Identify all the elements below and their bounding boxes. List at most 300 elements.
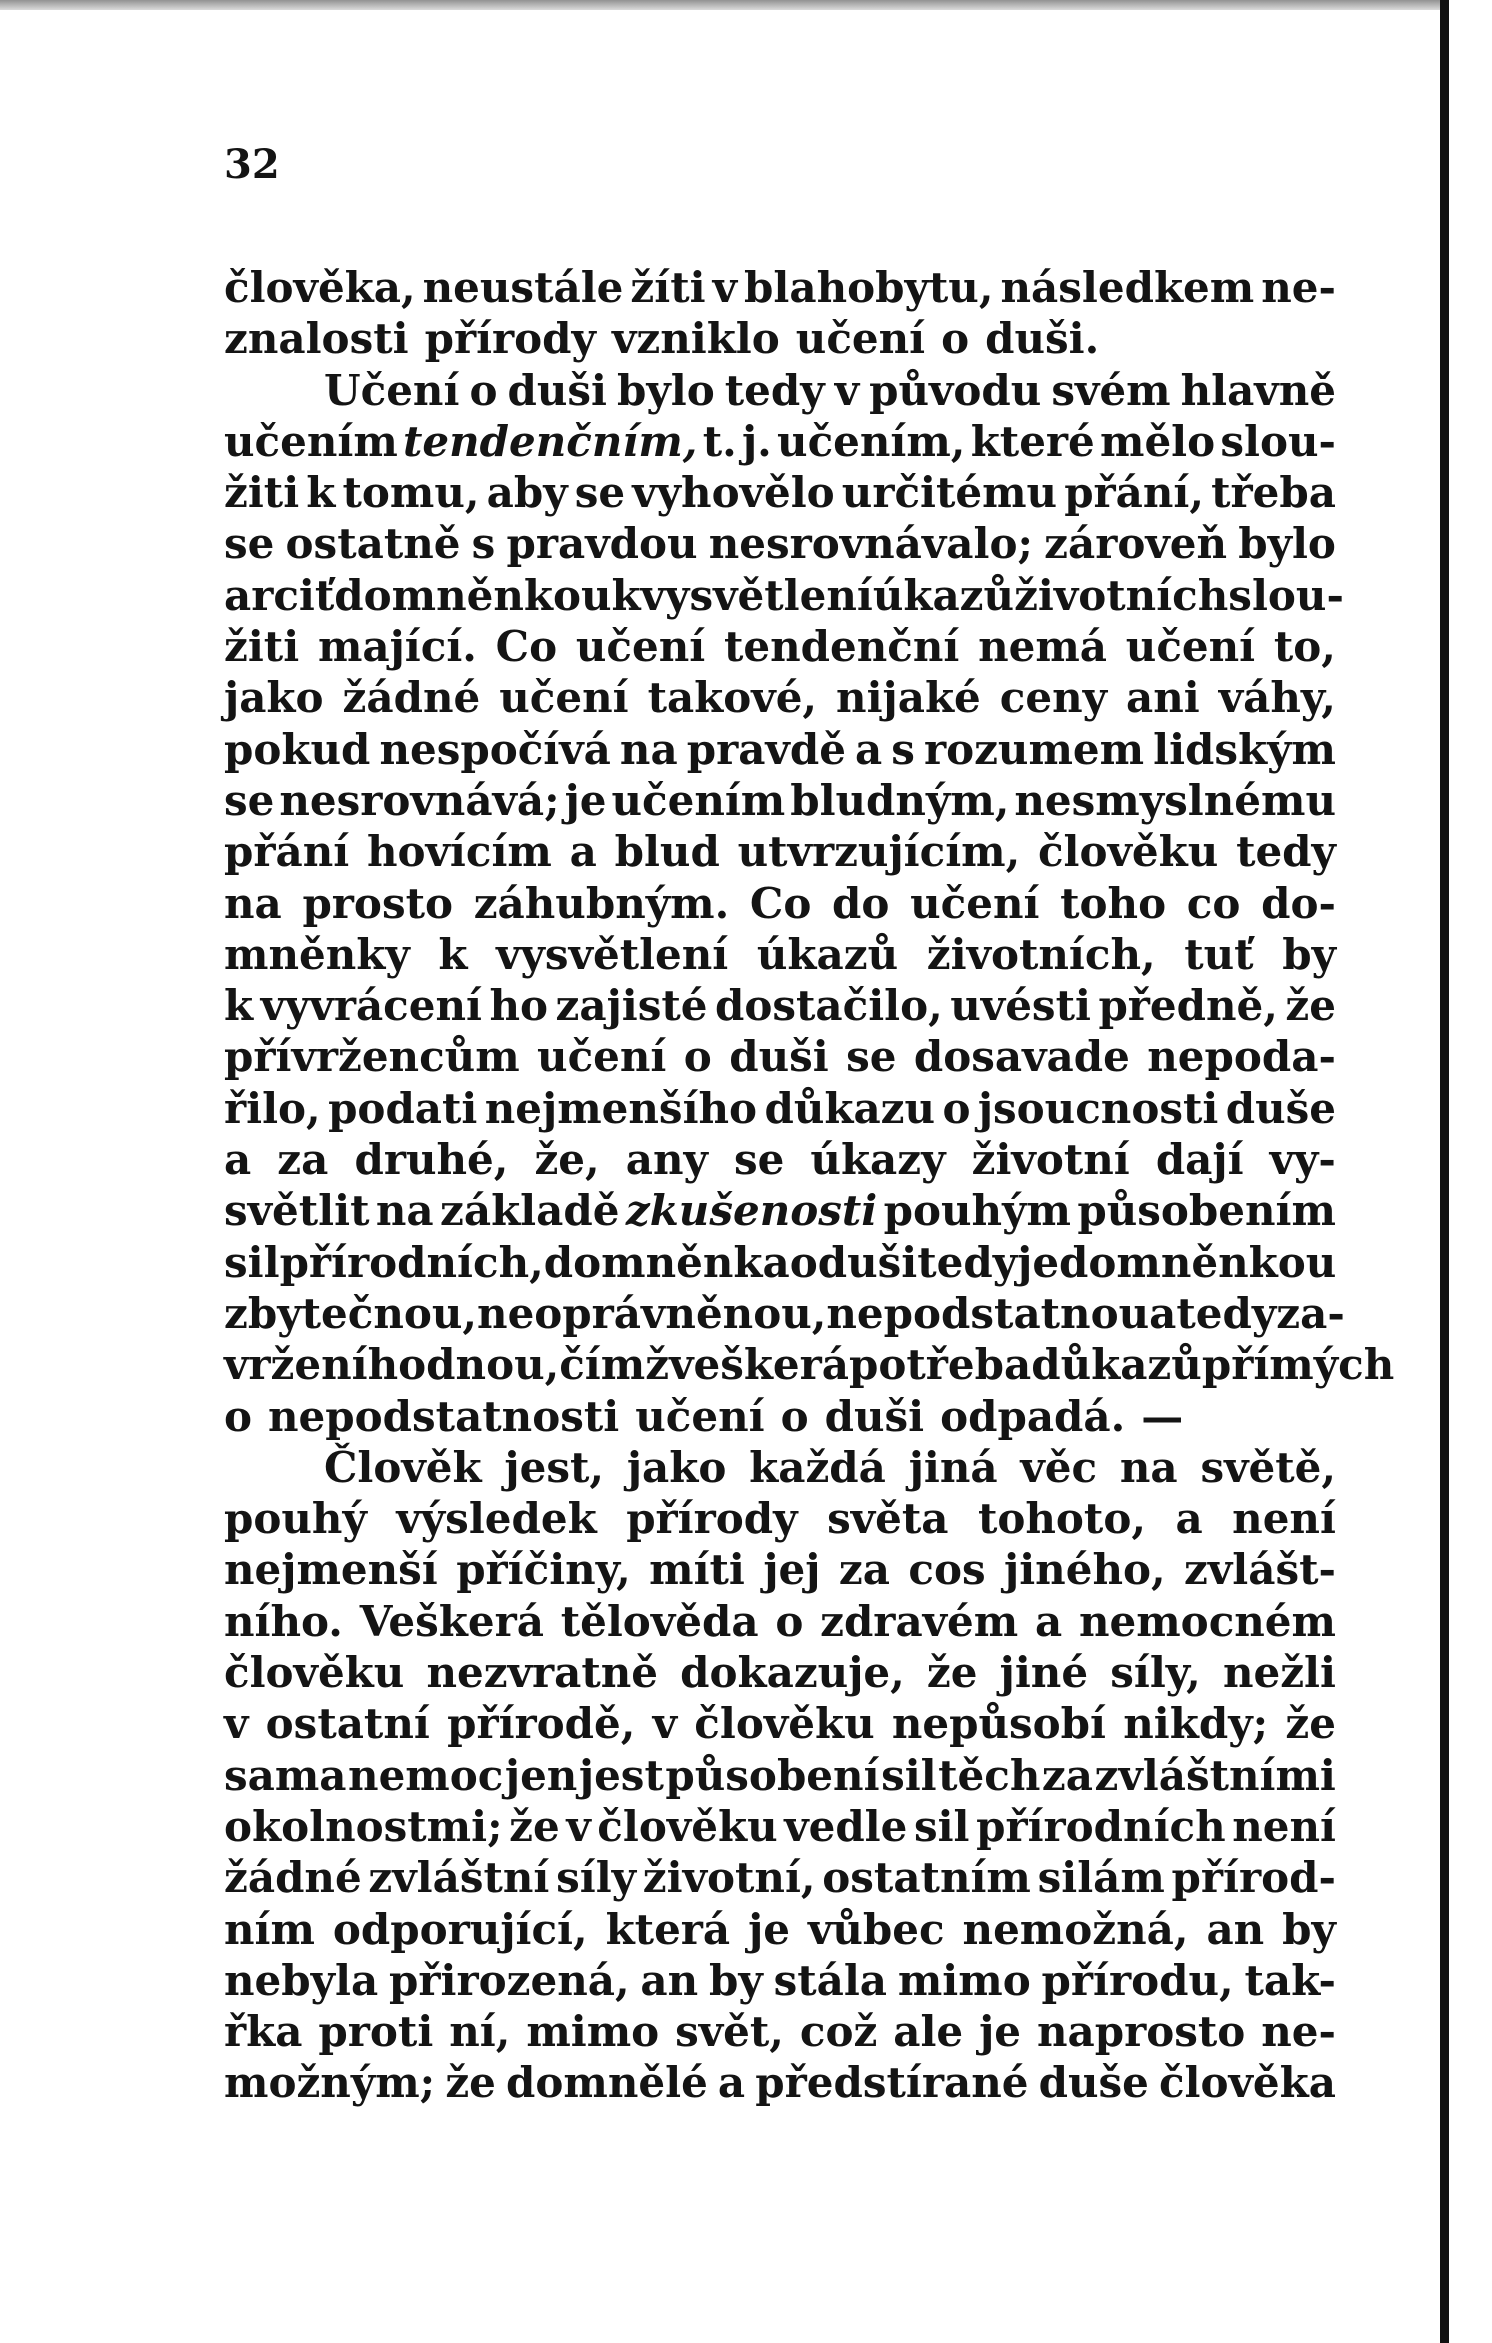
word: třeba (1211, 468, 1336, 518)
text-line (224, 1134, 1336, 1185)
emphasized-word: tendenčním, (403, 416, 698, 466)
word: any (625, 1135, 708, 1185)
word: se (574, 468, 626, 518)
word: bylo (1238, 519, 1336, 569)
word: domněnkou (1059, 1237, 1337, 1287)
word: blud (614, 827, 720, 877)
word: žádné (224, 1853, 362, 1903)
word: přírod- (1171, 1853, 1336, 1903)
word: rozumem (923, 724, 1145, 774)
word: tělověda (560, 1596, 759, 1646)
word: j. (741, 416, 772, 466)
word: duši (507, 365, 607, 415)
word: žíti (630, 263, 706, 312)
word: ho (489, 981, 549, 1031)
text-line (224, 980, 1336, 1031)
word: na (1119, 1442, 1178, 1492)
word: cos (908, 1545, 986, 1595)
word: v (224, 1699, 249, 1749)
text-line (224, 570, 1344, 621)
word: svém (1051, 365, 1171, 415)
word: mimo (526, 2007, 660, 2057)
word: úkazů (756, 929, 899, 979)
word: vržení (224, 1340, 368, 1390)
word: vyvrácení (260, 981, 482, 1031)
word: nebyla (224, 1955, 379, 2005)
word: neustále (422, 263, 624, 312)
body-text (224, 262, 1395, 2109)
word: životní (971, 1135, 1130, 1185)
word: nepoda- (1147, 1032, 1336, 1082)
word: učení (575, 622, 706, 672)
text-line (224, 929, 1336, 980)
word: o (775, 1596, 804, 1646)
text-line (224, 1031, 1336, 1082)
word: že (445, 2058, 496, 2108)
word: znalosti (224, 314, 409, 364)
word: pravdě (686, 724, 846, 774)
word: učení (537, 1032, 667, 1082)
emphasized-word: zkušenosti (625, 1186, 878, 1236)
word: o (224, 1391, 253, 1441)
word: jej (763, 1545, 821, 1595)
word: důkazu (764, 1083, 936, 1133)
book-gutter (1449, 0, 1492, 2343)
word: a (854, 724, 883, 774)
word: nemocném (1078, 1596, 1336, 1646)
word: o (469, 365, 498, 415)
word: nemá (978, 622, 1108, 672)
word: jsoucnosti (977, 1083, 1219, 1133)
word: záhubným. (473, 878, 730, 928)
word: předně, (1098, 981, 1278, 1031)
word: bylo (617, 365, 715, 415)
word: a (224, 1135, 252, 1185)
word: učení (499, 673, 629, 723)
word: pouhý (224, 1494, 367, 1544)
word: duše (1225, 1083, 1336, 1133)
word: za (1041, 1750, 1093, 1800)
word: nejmenšího (484, 1083, 758, 1133)
word: věc (1020, 1442, 1098, 1492)
word: přírody (424, 314, 596, 364)
word: do (832, 878, 890, 928)
word: duši. (985, 314, 1100, 364)
text-line (224, 1493, 1336, 1544)
word: uvésti (950, 981, 1091, 1031)
word: k (306, 468, 336, 518)
word: přírodu, (1041, 1955, 1234, 2005)
word: utvrzujícím, (737, 827, 1021, 877)
word: jiné (999, 1648, 1089, 1698)
word: zvlášt- (1184, 1545, 1336, 1595)
word: nijaké (836, 673, 981, 723)
text-line (224, 1698, 1336, 1749)
word: vysvětlení (496, 929, 729, 979)
word: vyhovělo (632, 468, 835, 518)
word: žádné (342, 673, 481, 723)
word: duše (1038, 2058, 1149, 2108)
word: prosto (302, 878, 454, 928)
word: která (605, 1904, 731, 1954)
word: přívržencům (224, 1032, 520, 1082)
word: Veškerá (359, 1596, 544, 1646)
word: o (942, 1083, 971, 1133)
word: řilo, (224, 1083, 321, 1133)
word: a (1035, 1596, 1063, 1646)
word: tohoto, (977, 1494, 1146, 1544)
word: — (1141, 1391, 1184, 1441)
word: tedy (917, 1237, 1018, 1287)
word: t. (702, 416, 737, 466)
word: je (564, 775, 607, 825)
word: což (799, 2007, 878, 2057)
word: k (224, 981, 254, 1031)
word: blahobytu, (744, 263, 994, 312)
word: o (941, 314, 970, 364)
word: mimo (897, 1955, 1031, 2005)
text-line (224, 1801, 1336, 1852)
word: vůbec (807, 1904, 945, 1954)
word: nepůsobí (891, 1699, 1107, 1749)
text-line (224, 775, 1336, 826)
word: nesrovnává; (279, 775, 560, 825)
word: mající. (317, 622, 477, 672)
text-line (224, 621, 1336, 672)
word: člověka, (224, 263, 416, 312)
word: nezvratně (426, 1648, 658, 1698)
word: přírody (626, 1494, 798, 1544)
word: přírodních (976, 1801, 1226, 1851)
word: okolnostmi; (224, 1801, 503, 1851)
word: životní, (642, 1853, 816, 1903)
word: vzniklo (611, 314, 780, 364)
text-line (224, 1596, 1336, 1647)
text-line (224, 1955, 1336, 2006)
word: by (1282, 1904, 1336, 1954)
word: světě, (1200, 1442, 1336, 1492)
word: se (846, 1032, 897, 1082)
word: zajisté (555, 981, 708, 1031)
word: žiti (224, 468, 300, 518)
word: pouhým (883, 1186, 1071, 1236)
word: dají (1155, 1135, 1244, 1185)
word: ale (893, 2007, 964, 2057)
word: příčiny, (456, 1545, 631, 1595)
word: an (640, 1955, 699, 2005)
word: nemoc (348, 1750, 504, 1800)
word: slou- (1228, 570, 1344, 620)
word: učením (611, 775, 786, 825)
text-line (224, 416, 1336, 467)
word: ostatně (285, 519, 461, 569)
word: veškerá (669, 1340, 849, 1390)
word: ním (224, 1904, 315, 1954)
word: takové, (647, 673, 818, 723)
text-line (224, 2057, 1336, 2108)
word: přání, (1064, 468, 1205, 518)
word: není (1232, 1801, 1336, 1851)
word: jako (626, 1442, 727, 1492)
word: duši (817, 1237, 918, 1287)
word: přírodních, (279, 1237, 544, 1287)
word: nespočívá (379, 724, 611, 774)
word: člověku (224, 1648, 405, 1698)
word: k (611, 570, 641, 620)
text-line (224, 1185, 1336, 1236)
word: působení (665, 1750, 880, 1800)
word: s (471, 519, 496, 569)
word: duši (729, 1032, 829, 1082)
word: jiná (908, 1442, 998, 1492)
word: jiného, (1004, 1545, 1166, 1595)
word: přání (224, 827, 350, 877)
word: životních, (926, 929, 1156, 979)
word: potřeba (849, 1340, 1032, 1390)
word: to, (1273, 622, 1336, 672)
word: ostatní (265, 1699, 430, 1749)
word: a (1175, 1494, 1203, 1544)
word: k (438, 929, 468, 979)
word: sil (881, 1750, 937, 1800)
text-line (224, 1237, 1336, 1288)
word: odporující, (332, 1904, 588, 1954)
word: zvláštní (368, 1853, 550, 1903)
text-line (224, 1544, 1336, 1595)
word: čímž (559, 1340, 670, 1390)
word: pokud (224, 724, 371, 774)
word: domněnkou (334, 570, 612, 620)
word: odpadá. (940, 1391, 1126, 1441)
word: člověku (597, 1801, 778, 1851)
word: druhé, (354, 1135, 509, 1185)
word: na (375, 1186, 434, 1236)
book-spine-shadow (1440, 0, 1449, 2343)
word: a (717, 2058, 746, 2108)
word: mělo (1100, 416, 1216, 466)
text-line (224, 878, 1336, 929)
text-line (224, 1083, 1336, 1134)
word: tendenční (723, 622, 960, 672)
word: co (1186, 878, 1241, 928)
word: vysvětlení (640, 570, 873, 620)
word: nepodstatnou (826, 1288, 1150, 1338)
word: nepodstatnosti (268, 1391, 620, 1441)
word: zvláštními (1094, 1750, 1336, 1800)
word: sama (224, 1750, 347, 1800)
word: úkazy (810, 1135, 946, 1185)
word: původu (869, 365, 1042, 415)
word: hovícím (366, 827, 552, 877)
word: silám (1037, 1853, 1165, 1903)
word: ne- (1261, 2007, 1336, 2057)
word: ne- (1261, 263, 1336, 312)
word: životních (1014, 570, 1229, 620)
word: vy- (1269, 1135, 1336, 1185)
word: člověku (1037, 827, 1219, 877)
word: že (1285, 981, 1336, 1031)
word: míti (649, 1545, 745, 1595)
word: o (789, 1237, 818, 1287)
text-line (224, 826, 1336, 877)
word: nesrovnávalo; (708, 519, 1033, 569)
word: tedy (1176, 1288, 1277, 1338)
word: tuť (1184, 929, 1254, 979)
text-line (224, 1750, 1336, 1801)
word: o (780, 1391, 809, 1441)
word: domnělé (506, 2058, 708, 2108)
word: podati (328, 1083, 478, 1133)
word: učením, (777, 416, 966, 466)
word: že, (534, 1135, 600, 1185)
word: tedy (1236, 827, 1336, 877)
word: an (1206, 1904, 1265, 1954)
word: domněnka (543, 1237, 790, 1287)
word: světlit (224, 1186, 370, 1236)
word: síly, (1110, 1648, 1201, 1698)
word: je (979, 2007, 1022, 2057)
word: bludným, (790, 775, 1010, 825)
word: v (834, 365, 860, 415)
word: stála (773, 1955, 888, 2005)
word: sil (913, 1801, 970, 1851)
word: arciť (224, 570, 335, 620)
word: učení (910, 878, 1040, 928)
word: dosavade (913, 1032, 1130, 1082)
word: se (224, 519, 275, 569)
word: důkazů (1031, 1340, 1202, 1390)
word: v (712, 263, 738, 312)
text-line (224, 467, 1336, 518)
word: člověka (1158, 2058, 1336, 2108)
page-top-edge (0, 0, 1440, 10)
word: pravdou (506, 519, 698, 569)
word: dostačilo, (715, 981, 943, 1031)
word: s (891, 724, 915, 774)
word: je (1017, 1237, 1060, 1287)
word: není (1232, 1494, 1336, 1544)
word: jako (224, 673, 324, 723)
word: nikdy; (1123, 1699, 1269, 1749)
word: Co (749, 878, 812, 928)
word: možným; (224, 2058, 436, 2108)
word: jest (578, 1750, 664, 1800)
word: hlavně (1180, 365, 1336, 415)
word: v (652, 1699, 678, 1749)
text-line (224, 1647, 1336, 1698)
word: zbytečnou, (224, 1288, 478, 1338)
word: učení (635, 1391, 765, 1441)
word: žiti (224, 622, 300, 672)
text-line (224, 1442, 1336, 1493)
word: naprosto (1036, 2007, 1246, 2057)
word: duši (824, 1391, 925, 1441)
text-line (224, 1339, 1395, 1390)
word: působením (1077, 1186, 1336, 1236)
text-line (224, 1391, 1336, 1442)
word: by (708, 1955, 763, 2005)
word: za (838, 1545, 890, 1595)
word: za- (1276, 1288, 1345, 1338)
word: se (733, 1135, 785, 1185)
word: ceny (999, 673, 1108, 723)
text-line (224, 1288, 1345, 1339)
word: se (224, 775, 275, 825)
word: hodnou, (367, 1340, 560, 1390)
word: sil (224, 1237, 280, 1287)
text-line (224, 2006, 1336, 2057)
word: učení (795, 314, 926, 364)
word: těch (938, 1750, 1041, 1800)
text-line (224, 365, 1336, 416)
word: nežli (1222, 1648, 1336, 1698)
word: světa (827, 1494, 949, 1544)
word: ostatním (822, 1853, 1031, 1903)
word: nesmyslnému (1014, 775, 1336, 825)
word: přirozená, (389, 1955, 630, 2005)
word: učení (1125, 622, 1256, 672)
text-line (224, 518, 1336, 569)
word: jen (504, 1750, 578, 1800)
text-line (224, 313, 1336, 364)
word: a (569, 827, 597, 877)
word: by (1282, 929, 1336, 979)
page-number: 32 (224, 141, 280, 188)
word: na (224, 878, 282, 928)
word: Co (495, 622, 558, 672)
word: za (277, 1135, 329, 1185)
word: svět, (675, 2007, 784, 2057)
text-line (224, 262, 1336, 313)
word: předstírané (755, 2058, 1029, 2108)
word: v (566, 1801, 591, 1851)
word: tomu, (342, 468, 480, 518)
word: ani (1126, 673, 1200, 723)
word: slou- (1220, 416, 1336, 466)
word: toho (1060, 878, 1167, 928)
word: řka (224, 2007, 303, 2057)
word: zdravém (820, 1596, 1019, 1646)
text-line (224, 724, 1336, 775)
text-line (224, 1852, 1336, 1903)
word: váhy, (1218, 673, 1336, 723)
word: ní, (449, 2007, 511, 2057)
word: ního. (224, 1596, 343, 1646)
word: zároveň (1044, 519, 1228, 569)
word: že (926, 1648, 978, 1698)
word: nemožná, (962, 1904, 1189, 1954)
word: následkem (1000, 263, 1255, 312)
word: že (1285, 1699, 1336, 1749)
word: každá (749, 1442, 886, 1492)
word: a (1149, 1288, 1177, 1338)
word: nejmenší (224, 1545, 438, 1595)
word: že (509, 1801, 560, 1851)
word: dokazuje, (680, 1648, 905, 1698)
word: tak- (1244, 1955, 1336, 2005)
word: Učení (324, 365, 460, 415)
word: základě (440, 1186, 620, 1236)
word: do- (1261, 878, 1336, 928)
word: Člověk (324, 1442, 482, 1492)
text-line (224, 672, 1336, 723)
word: učením (224, 416, 398, 466)
word: tedy (724, 365, 825, 415)
word: síly (556, 1853, 637, 1903)
word: o (683, 1032, 712, 1082)
word: je (748, 1904, 791, 1954)
word: přímých (1201, 1340, 1395, 1390)
